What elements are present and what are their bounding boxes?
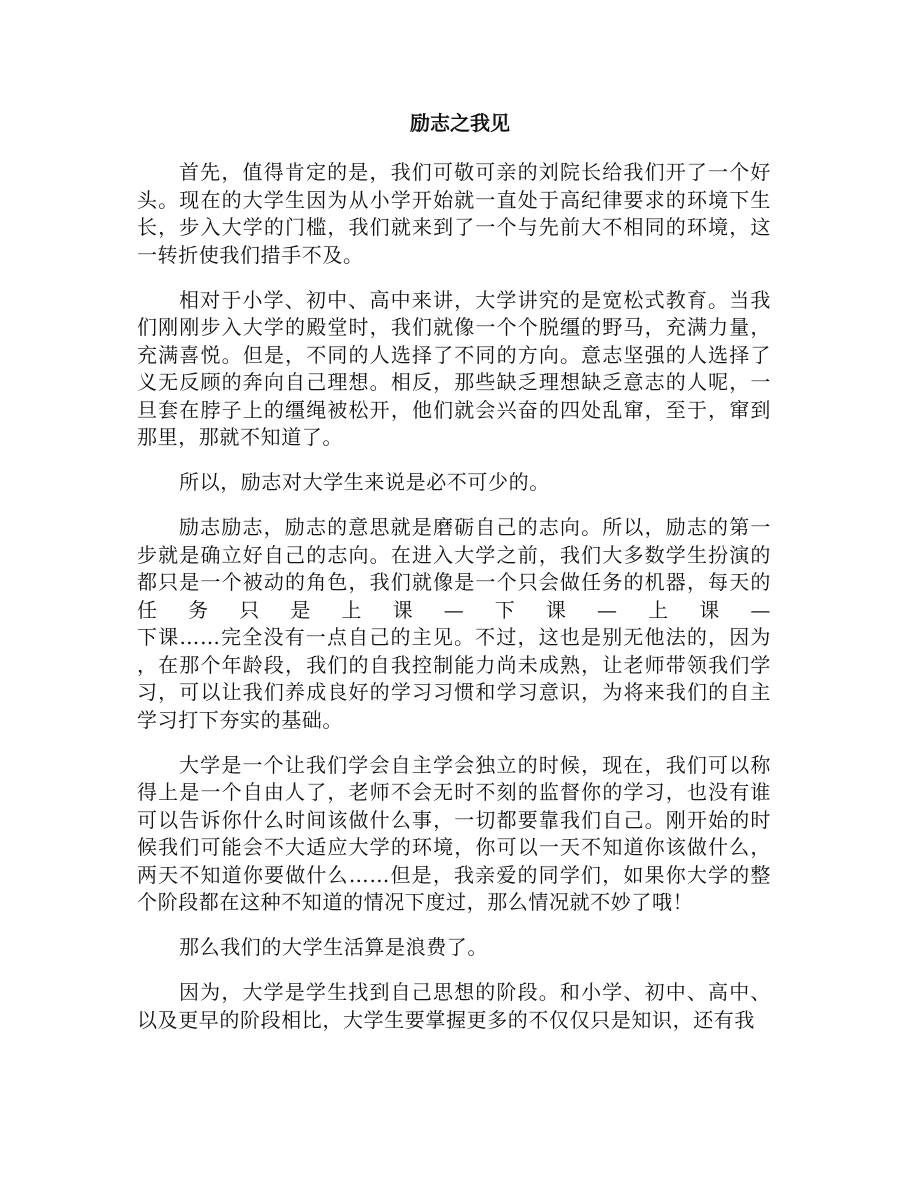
paragraph [137,287,771,452]
paragraph [137,752,771,917]
text-line: 步就是确立好自己的志向。在进入大学之前，我们大多数学生扮演的 [137,542,771,567]
text-line: 得上是一个自由人了，老师不会无时不刻的监督你的学习，也没有谁 [137,780,771,804]
text-line: 两天不知道你要做什么……但是，我亲爱的同学们，如果你大学的整 [137,862,771,887]
text-line: 大学是一个让我们学会自主学会独立的时候，现在，我们可以称 [179,752,771,777]
text-line: 那里，那就不知道了。 [137,425,343,449]
text-line: 下课……完全没有一点自己的主见。不过，这也是别无他法的，因为 [137,625,771,649]
text-line: 长，步入大学的门槛，我们就来到了一个与先前大不相同的环境，这 [137,215,771,239]
text-line: 因为，大学是学生找到自己思想的阶段。和小学、初中、高中、 [179,980,771,1004]
text-line: 旦套在脖子上的缰绳被松开，他们就会兴奋的四处乱窜，至于，窜到 [137,397,771,422]
text-line: 充满喜悦。但是，不同的人选择了不同的方向。意志坚强的人选择了 [137,342,771,367]
paragraph [137,979,771,1034]
text-line: 都只是一个被动的角色，我们就像是一个只会做任务的机器，每天的 [137,570,771,594]
text-line: 任务只是上课—下课—上课— [137,597,771,622]
text-line: 所以，励志对大学生来说是必不可少的。 [179,470,550,494]
text-line: 以及更早的阶段相比，大学生要掌握更多的不仅仅只是知识，还有我 [137,1007,755,1032]
text-line: 们刚刚步入大学的殿堂时，我们就像一个个脱缰的野马，充满力量， [137,315,771,339]
text-line: 相对于小学、初中、高中来讲，大学讲究的是宽松式教育。当我 [179,287,771,312]
paragraph [137,514,771,734]
text-line: 可以告诉你什么时间该做什么事，一切都要靠我们自己。刚开始的时 [137,807,771,832]
paragraph [137,934,771,962]
document-title: 励志之我见 [410,111,510,135]
text-line: 义无反顾的奔向自己理想。相反，那些缺乏理想缺乏意志的人呢，一 [137,370,771,394]
text-line: 那么我们的大学生活算是浪费了。 [179,935,488,959]
text-line: 首先，值得肯定的是，我们可敬可亲的刘院长给我们开了一个好 [179,160,771,184]
document-body [137,159,771,1052]
paragraph [137,469,771,497]
text-line: ，在那个年龄段，我们的自我控制能力尚未成熟，让老师带领我们学 [137,652,771,677]
text-line: 习，可以让我们养成良好的学习习惯和学习意识，为将来我们的自主 [137,680,771,704]
paragraph [137,159,771,269]
text-line: 学习打下夯实的基础。 [137,707,343,732]
text-line: 头。现在的大学生因为从小学开始就一直处于高纪律要求的环境下生 [137,187,771,212]
text-line: 候我们可能会不大适应大学的环境，你可以一天不知道你该做什么， [137,835,771,859]
text-line: 励志励志，励志的意思就是磨砺自己的志向。所以，励志的第一 [179,515,771,539]
text-line: 个阶段都在这种不知道的情况下度过，那么情况就不妙了哦！ [137,890,694,914]
text-line: 一转折使我们措手不及。 [137,242,364,267]
